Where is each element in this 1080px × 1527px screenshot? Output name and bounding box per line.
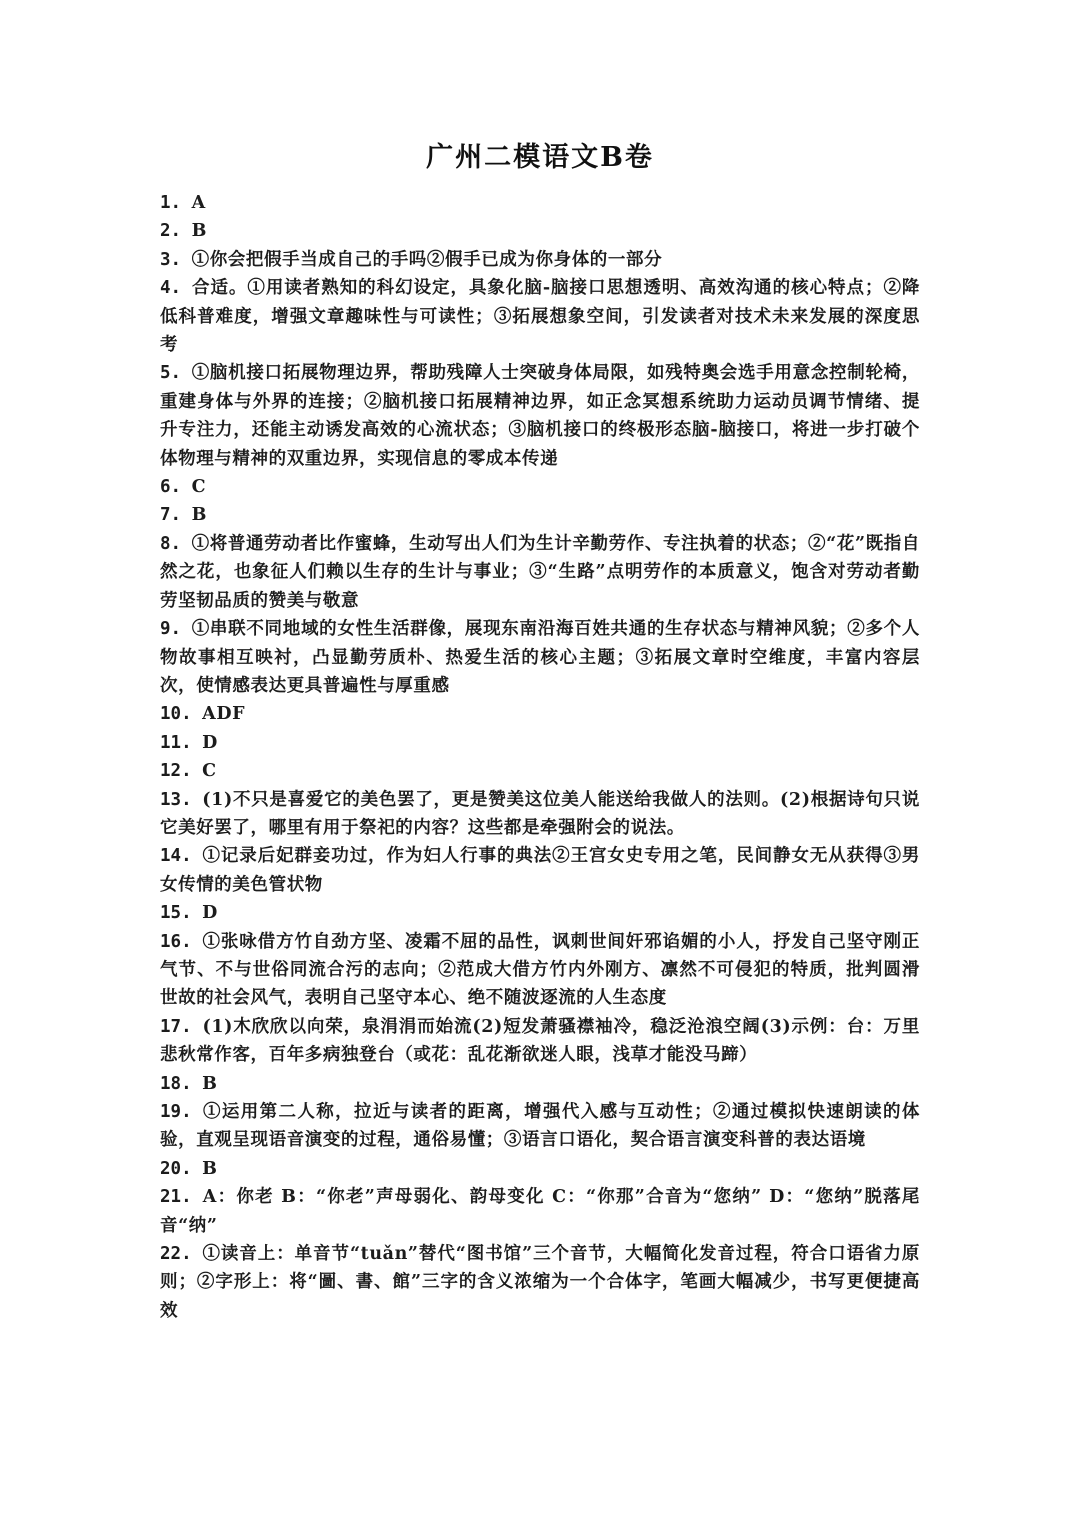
answer-item (160, 359, 920, 473)
answer-item (160, 842, 920, 899)
answer-text: ①张咏借方竹自劲方坚、凌霜不屈的品性，讽刺世间奸邪谄媚的小人，抒发自己坚守刚正气节、不与世俗同流合污的志向；②范成大借方竹内外刚方、凛然不可侵犯的特质，批判圆滑世故的社会风气，表明自己坚守本心、绝不随波逐流的人生态度 (160, 931, 920, 1009)
answer-text: ①你会把假手当成自己的手吗②假手已成为你身体的一部分 (191, 249, 663, 270)
answer-number: 18. (160, 1073, 203, 1094)
answer-number: 3. (160, 249, 192, 270)
answer-number: 11. (160, 732, 203, 753)
answer-item (160, 786, 920, 843)
answer-text: C (202, 761, 217, 782)
answer-text: (1)不只是喜爱它的美色罢了，更是赞美这位美人能送给我做人的法则。(2)根据诗句只说它美好罢了，哪里有用于祭祀的内容？这些都是牵强附会的说法。 (160, 789, 920, 838)
page-title: 广州二模语文B卷 (426, 142, 654, 173)
answer-number: 21. (160, 1187, 203, 1208)
answer-text: 合适。①用读者熟知的科幻设定，具象化脑-脑接口思想透明、高效沟通的核心特点；②降低科普难度，增强文章趣味性与可读性；③拓展想象空间，引发读者对技术未来发展的深度思考 (160, 278, 921, 356)
answer-item (160, 189, 920, 217)
answer-item (160, 1183, 920, 1240)
answer-number: 10. (160, 704, 203, 725)
answer-text: (1)木欣欣以向荣，泉涓涓而始流(2)短发萧骚襟袖冷，稳泛沧浪空阔(3)示例：台：万里悲秋常作客，百年多病独登台（或花：乱花渐欲迷人眼，浅草才能没马蹄） (160, 1016, 920, 1066)
answer-number: 17. (160, 1016, 203, 1037)
answer-number: 1. (160, 193, 192, 213)
answer-item (160, 700, 920, 728)
answer-text: B (202, 1158, 218, 1179)
answer-item (160, 473, 920, 501)
answer-item (160, 729, 920, 757)
answer-number: 6. (160, 477, 192, 498)
answer-text: B (202, 1073, 218, 1094)
answer-text: ①串联不同地域的女性生活群像，展现东南沿海百姓共通的生存状态与精神风貌；②多个人物故事相互映衬，凸显勤劳质朴、热爱生活的核心主题；③拓展文章时空维度，丰富内容层次，使情感表达更具普遍性与厚重感 (160, 619, 920, 696)
answer-number: 19. (160, 1102, 203, 1122)
answer-text: A：你老 B：“你老”声母弱化、韵母变化 C：“你那”合音为“您纳” D：“您纳”脱落尾音“纳” (160, 1187, 920, 1236)
answer-text: ADF (202, 704, 246, 725)
answer-number: 12. (160, 761, 203, 782)
answer-item (160, 1240, 920, 1325)
answer-number: 9. (160, 619, 192, 640)
answer-number: 7. (160, 505, 192, 526)
answer-text: ①将普通劳动者比作蜜蜂，生动写出人们为生计辛勤劳作、专注执着的状态；②“花”既指自然之花，也象征人们赖以生存的生计与事业；③“生路”点明劳作的本质意义，饱含对劳动者勤劳坚韧品质的赞美与敬意 (160, 533, 920, 611)
answer-number: 2. (160, 221, 192, 242)
answer-text: D (202, 903, 218, 924)
answer-number: 14. (160, 846, 203, 867)
answer-item (160, 899, 920, 927)
answer-text: ①脑机接口拓展物理边界，帮助残障人士突破身体局限，如残特奥会选手用意念控制轮椅，重建身体与外界的连接；②脑机接口拓展精神边界，如正念冥想系统助力运动员调节情绪、提升专注力，还能主动诱发高效的心流状态；③脑机接口的终极形态脑-脑接口，将进一步打破个体物理与精神的双重边界，实现信息的零成本传递 (160, 363, 920, 469)
answer-item (160, 1098, 920, 1155)
answer-text: B (191, 505, 208, 526)
answer-number: 13. (160, 789, 203, 810)
answer-number: 15. (160, 903, 203, 924)
answer-number: 16. (160, 931, 203, 952)
answer-text: A (191, 193, 206, 213)
answer-number: 20. (160, 1158, 203, 1179)
answer-text: C (191, 477, 207, 498)
answer-item (160, 1013, 920, 1070)
answer-text: ①读音上：单音节“tuǎn”替代“图书馆”三个音节，大幅简化发音过程，符合口语省力原则；②字形上：将“圖、書、館”三字的含义浓缩为一个合体字，笔画大幅减少，书写更便捷高效 (160, 1244, 920, 1321)
answer-item (160, 501, 920, 529)
answer-item (160, 1070, 920, 1098)
answer-item (160, 217, 920, 245)
answer-number: 22. (160, 1244, 203, 1265)
answer-list (160, 189, 920, 1325)
answer-item (160, 274, 920, 359)
answer-text: B (191, 221, 208, 242)
answer-item (160, 928, 920, 1013)
answer-item (160, 530, 920, 615)
answer-number: 4. (160, 278, 192, 299)
answer-item (160, 615, 920, 700)
answer-text: ①运用第二人称，拉近与读者的距离，增强代入感与互动性；②通过模拟快速朗读的体验，直观呈现语音演变的过程，通俗易懂；③语言口语化，契合语言演变科普的表达语境 (160, 1102, 920, 1151)
answer-number: 8. (160, 533, 192, 554)
answer-number: 5. (160, 363, 192, 384)
answer-item (160, 757, 920, 785)
answer-item (160, 1155, 920, 1183)
answer-text: ①记录后妃群妾功过，作为妇人行事的典法②王宫女史专用之笔，民间静女无从获得③男女传情的美色管状物 (160, 846, 920, 895)
answer-item (160, 246, 920, 274)
answer-text: D (202, 732, 218, 753)
